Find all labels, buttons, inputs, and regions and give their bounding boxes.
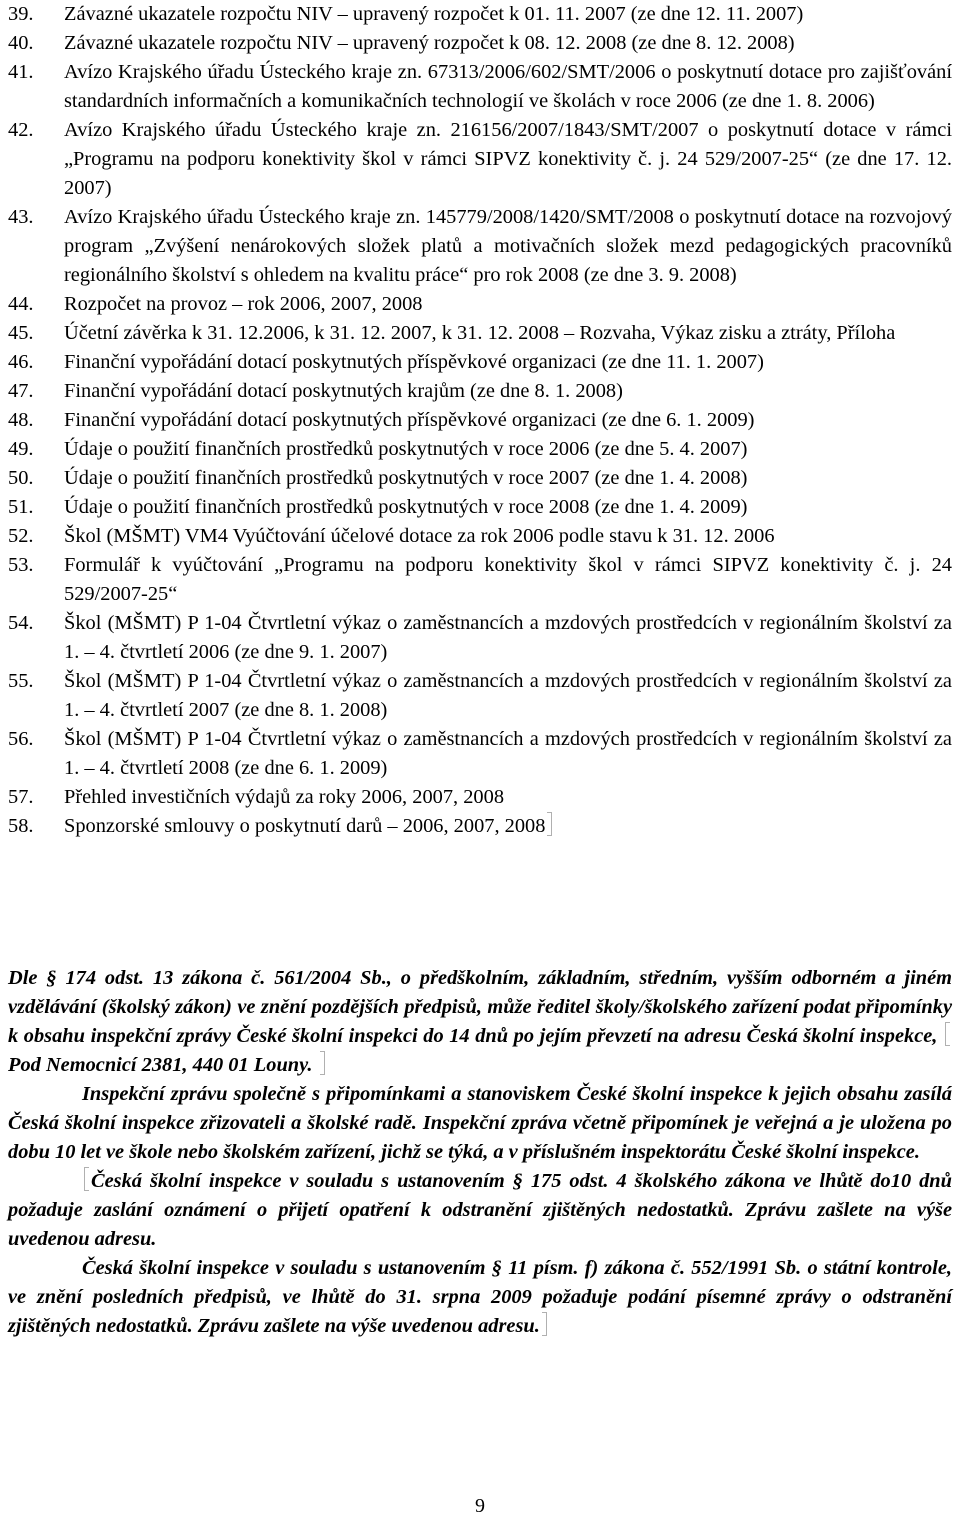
list-item: [8, 725, 952, 783]
list-item: [8, 203, 952, 290]
list-item-text: Avízo Krajského úřadu Ústeckého kraje zn. 145779/2008/1420/SMT/2008 o poskytnutí dotace na rozvojový program „Zvýšení nenárokových složek platů a motivačních složek mezd pedagogických pracovníků regionálního školství s ohledem na kvalitu práce“ pro rok 2008 (ze dne 3. 9. 2008): [64, 206, 952, 286]
list-item-text: Škol (MŠMT) VM4 Vyúčtování účelové dotace za rok 2006 podle stavu k 31. 12. 2006: [64, 525, 775, 547]
list-item-number: 42.: [8, 119, 34, 141]
list-item-text: Finanční vypořádání dotací poskytnutých příspěvkové organizaci (ze dne 6. 1. 2009): [64, 409, 755, 431]
list-item-text: Rozpočet na provoz – rok 2006, 2007, 2008: [64, 293, 423, 315]
list-item: [8, 348, 952, 377]
list-item-text: Avízo Krajského úřadu Ústeckého kraje zn. 216156/2007/1843/SMT/2007 o poskytnutí dotace v rámci „Programu na podporu konektivity škol v rámci SIPVZ konektivity č. j. 24 529/2007-25“ (ze dne 17. 12. 2007): [64, 119, 952, 199]
list-item: [8, 609, 952, 667]
list-item-number: 46.: [8, 351, 34, 373]
page-number: 9: [475, 1495, 485, 1517]
list-item: [8, 435, 952, 464]
report-text: Česká školní inspekce v souladu s ustanovením § 11 písm. f) zákona č. 552/1991 Sb. o státní kontrole, ve znění posledních předpisů, ve lhůtě do 31. srpna 2009 požaduje podání písemné zprávy o odstranění zjištěných nedostatků. Zprávu zašlete na výše uvedenou adresu.: [8, 1257, 952, 1337]
list-item: [8, 29, 952, 58]
list-item: [8, 551, 952, 609]
list-item-number: 58.: [8, 815, 34, 837]
list-item-number: 48.: [8, 409, 34, 431]
list-item: [8, 0, 952, 29]
edit-bracket-mark: [320, 1051, 325, 1075]
remarks-address: Pod Nemocnicí 2381, 440 01 Louny.: [8, 1054, 313, 1076]
list-item-text: Avízo Krajského úřadu Ústeckého kraje zn. 67313/2006/602/SMT/2006 o poskytnutí dotace pro zajišťování standardních informačních a komunikačních technologií ve školách v roce 2006 (ze dne 1. 8. 2006): [64, 61, 952, 112]
edit-bracket-mark: [945, 1022, 950, 1046]
list-item-text: Údaje o použití finančních prostředků poskytnutých v roce 2007 (ze dne 1. 4. 2008): [64, 467, 748, 489]
list-item-text: Finanční vypořádání dotací poskytnutých krajům (ze dne 8. 1. 2008): [64, 380, 623, 402]
list-item-text: Údaje o použití finančních prostředků poskytnutých v roce 2006 (ze dne 5. 4. 2007): [64, 438, 748, 460]
list-item: [8, 667, 952, 725]
list-item-text: Sponzorské smlouvy o poskytnutí darů – 2006, 2007, 2008: [64, 815, 546, 837]
list-item-number: 39.: [8, 3, 34, 25]
list-item-text: Závazné ukazatele rozpočtu NIV – upravený rozpočet k 01. 11. 2007 (ze dne 12. 11. 2007): [64, 3, 804, 25]
list-item: [8, 406, 952, 435]
edit-bracket-mark: [84, 1167, 89, 1191]
list-item-number: 54.: [8, 612, 34, 634]
list-item-number: 43.: [8, 206, 34, 228]
list-item-number: 49.: [8, 438, 34, 460]
list-item-text: Formulář k vyúčtování „Programu na podporu konektivity škol v rámci SIPVZ konektivity č. j. 24 529/2007-25“: [64, 554, 952, 605]
edit-bracket-mark: [547, 812, 552, 836]
list-item: [8, 290, 952, 319]
notice-paragraph-remarks: [8, 964, 952, 1080]
list-item-number: 52.: [8, 525, 34, 547]
list-item-number: 44.: [8, 293, 34, 315]
attachment-list: [8, 0, 952, 841]
list-item: [8, 493, 952, 522]
list-item: [8, 319, 952, 348]
list-item-number: 53.: [8, 554, 34, 576]
list-item: [8, 58, 952, 116]
list-item-text: Údaje o použití finančních prostředků poskytnutých v roce 2008 (ze dne 1. 4. 2009): [64, 496, 748, 518]
list-item-text: Škol (MŠMT) P 1-04 Čtvrtletní výkaz o zaměstnancích a mzdových prostředcích v regionálním školství za 1. – 4. čtvrtletí 2006 (ze dne 9. 1. 2007): [64, 612, 952, 663]
list-item-number: 47.: [8, 380, 34, 402]
list-item-number: 57.: [8, 786, 34, 808]
list-item: [8, 116, 952, 203]
list-item-number: 51.: [8, 496, 34, 518]
inspection-notice: [8, 964, 952, 1341]
list-item: [8, 377, 952, 406]
list-item-text: Účetní závěrka k 31. 12.2006, k 31. 12. 2007, k 31. 12. 2008 – Rozvaha, Výkaz zisku a ztráty, Příloha: [64, 322, 896, 344]
list-item-number: 45.: [8, 322, 34, 344]
list-item-text: Přehled investičních výdajů za roky 2006, 2007, 2008: [64, 786, 505, 808]
remarks-text: Dle § 174 odst. 13 zákona č. 561/2004 Sb., o předškolním, základním, středním, vyšším odborném a jiném vzdělávání (školský zákon) ve znění pozdějších předpisů, může ředitel školy/školského zařízení podat připomínky k obsahu inspekční zprávy České školní inspekci do 14 dnů po jejím převzetí na adresu Česká školní inspekce,: [8, 967, 952, 1047]
list-item-text: Závazné ukazatele rozpočtu NIV – upravený rozpočet k 08. 12. 2008 (ze dne 8. 12. 2008): [64, 32, 795, 54]
list-item-number: 50.: [8, 467, 34, 489]
list-item-text: Škol (MŠMT) P 1-04 Čtvrtletní výkaz o zaměstnancích a mzdových prostředcích v regionálním školství za 1. – 4. čtvrtletí 2007 (ze dne 8. 1. 2008): [64, 670, 952, 721]
edit-bracket-mark: [542, 1312, 547, 1336]
notice-paragraph-report: [8, 1254, 952, 1341]
list-item-number: 55.: [8, 670, 34, 692]
measures-text: Česká školní inspekce v souladu s ustanovením § 175 odst. 4 školského zákona ve lhůtě do10 dnů požaduje zaslání oznámení o přijetí opatření k odstranění zjištěných nedostatků. Zprávu zašlete na výše uvedenou adresu.: [8, 1170, 952, 1250]
list-item: [8, 522, 952, 551]
list-item: [8, 812, 952, 841]
notice-paragraph-measures: [8, 1167, 952, 1254]
list-item-text: Finanční vypořádání dotací poskytnutých příspěvkové organizaci (ze dne 11. 1. 2007): [64, 351, 764, 373]
list-item-number: 56.: [8, 728, 34, 750]
list-item-number: 41.: [8, 61, 34, 83]
notice-paragraph-distribution: Inspekční zprávu společně s připomínkami a stanoviskem České školní inspekce k jejich obsahu zasílá Česká školní inspekce zřizovateli a školské radě. Inspekční zpráva včetně připomínek je veřejná a je uložena po dobu 10 let ve škole nebo školském zařízení, jichž se týká, a v příslušném inspektorátu České školní inspekce.: [8, 1083, 952, 1163]
list-item: [8, 464, 952, 493]
list-item-number: 40.: [8, 32, 34, 54]
list-item-text: Škol (MŠMT) P 1-04 Čtvrtletní výkaz o zaměstnancích a mzdových prostředcích v regionálním školství za 1. – 4. čtvrtletí 2008 (ze dne 6. 1. 2009): [64, 728, 952, 779]
list-item: [8, 783, 952, 812]
